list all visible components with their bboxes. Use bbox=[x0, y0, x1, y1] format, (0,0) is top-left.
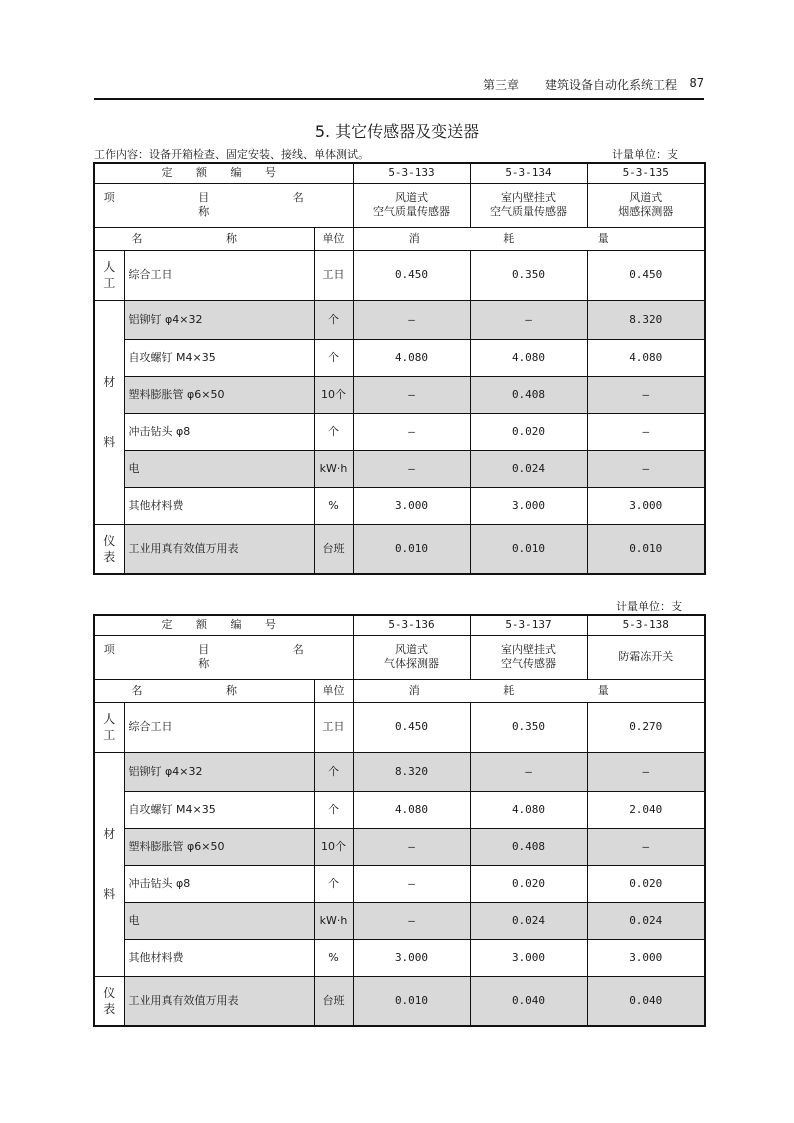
category-instrument: 仪 表 bbox=[94, 524, 124, 574]
item-name-line: 风道式 bbox=[395, 643, 428, 656]
resource-unit: kW·h bbox=[314, 902, 353, 939]
running-header bbox=[94, 70, 704, 98]
value-cell: — bbox=[470, 752, 587, 791]
resource-name: 其他材料费 bbox=[124, 487, 314, 524]
code-row bbox=[94, 163, 705, 183]
value-cell: 3.000 bbox=[353, 487, 470, 524]
value-cell: 0.450 bbox=[587, 250, 705, 300]
quota-table-2 bbox=[93, 614, 706, 1027]
value-cell: 3.000 bbox=[587, 939, 705, 976]
resource-name: 工业用真有效值万用表 bbox=[124, 524, 314, 574]
value-cell: 3.000 bbox=[470, 939, 587, 976]
value-cell: — bbox=[353, 300, 470, 339]
header-rule bbox=[94, 98, 704, 100]
item-name-row bbox=[94, 183, 705, 227]
value-cell: — bbox=[587, 828, 705, 865]
value-cell: 8.320 bbox=[587, 300, 705, 339]
code-cell: 5-3-136 bbox=[353, 615, 470, 635]
value-cell: 0.350 bbox=[470, 702, 587, 752]
material-row bbox=[94, 791, 705, 828]
value-cell: 0.450 bbox=[353, 702, 470, 752]
resource-unit: 台班 bbox=[314, 524, 353, 574]
resource-unit: % bbox=[314, 487, 353, 524]
value-cell: 4.080 bbox=[353, 791, 470, 828]
material-row bbox=[94, 828, 705, 865]
resource-name: 综合工日 bbox=[124, 702, 314, 752]
material-row bbox=[94, 865, 705, 902]
resource-name: 综合工日 bbox=[124, 250, 314, 300]
value-cell: — bbox=[353, 902, 470, 939]
labor-row bbox=[94, 250, 705, 300]
work-content: 工作内容：设备开箱检查、固定安装、接线、单体测试。 bbox=[94, 148, 369, 161]
page-number: 87 bbox=[689, 76, 704, 90]
item-name-cell bbox=[353, 183, 470, 227]
value-cell: 2.040 bbox=[587, 791, 705, 828]
resource-name: 铝铆钉 φ4×32 bbox=[124, 752, 314, 791]
value-cell: 0.024 bbox=[587, 902, 705, 939]
measure-unit-1: 计量单位：支 bbox=[612, 148, 678, 161]
value-cell: 0.408 bbox=[470, 828, 587, 865]
item-name-line: 风道式 bbox=[395, 191, 428, 204]
resource-unit: 10个 bbox=[314, 376, 353, 413]
item-name-line: 空气质量传感器 bbox=[490, 205, 567, 218]
measure-unit-2: 计量单位：支 bbox=[616, 600, 682, 613]
col-consumption-header: 消 耗 量 bbox=[353, 679, 705, 702]
item-name-line: 气体探测器 bbox=[384, 657, 439, 670]
resource-unit: 工日 bbox=[314, 250, 353, 300]
item-name-row bbox=[94, 635, 705, 679]
item-label: 项 目 名 称 bbox=[94, 183, 353, 227]
code-cell: 5-3-138 bbox=[587, 615, 705, 635]
resource-name: 冲击钻头 φ8 bbox=[124, 865, 314, 902]
value-cell: 0.024 bbox=[470, 450, 587, 487]
column-header-row bbox=[94, 227, 705, 250]
item-name-line: 室内壁挂式 bbox=[501, 643, 556, 656]
value-cell: — bbox=[353, 828, 470, 865]
resource-unit: 个 bbox=[314, 752, 353, 791]
resource-name: 电 bbox=[124, 450, 314, 487]
col-name-header: 名 称 bbox=[94, 679, 314, 702]
value-cell: — bbox=[353, 413, 470, 450]
resource-unit: 工日 bbox=[314, 702, 353, 752]
item-name-cell bbox=[587, 183, 705, 227]
item-name-cell bbox=[353, 635, 470, 679]
column-header-row bbox=[94, 679, 705, 702]
material-row bbox=[94, 487, 705, 524]
section-title: 5. 其它传感器及变送器 bbox=[314, 122, 480, 141]
value-cell: — bbox=[587, 450, 705, 487]
value-cell: 0.450 bbox=[353, 250, 470, 300]
material-row bbox=[94, 939, 705, 976]
resource-unit: 个 bbox=[314, 865, 353, 902]
chapter-label: 第三章 bbox=[483, 78, 520, 92]
resource-unit: 个 bbox=[314, 339, 353, 376]
resource-name: 塑料膨胀管 φ6×50 bbox=[124, 376, 314, 413]
value-cell: — bbox=[353, 376, 470, 413]
resource-name: 工业用真有效值万用表 bbox=[124, 976, 314, 1026]
labor-row bbox=[94, 702, 705, 752]
item-name-line: 防霜冻开关 bbox=[618, 650, 674, 663]
value-cell: 0.010 bbox=[470, 524, 587, 574]
col-unit-header: 单位 bbox=[314, 227, 353, 250]
book-title: 建筑设备自动化系统工程 bbox=[545, 78, 678, 92]
item-name-line: 烟感探测器 bbox=[618, 205, 674, 218]
item-label: 项 目 名 称 bbox=[94, 635, 353, 679]
category-material: 材 料 bbox=[94, 752, 124, 976]
category-instrument: 仪 表 bbox=[94, 976, 124, 1026]
material-row bbox=[94, 300, 705, 339]
value-cell: 3.000 bbox=[587, 487, 705, 524]
value-cell: 4.080 bbox=[470, 339, 587, 376]
item-name-line: 室内壁挂式 bbox=[501, 191, 556, 204]
material-row bbox=[94, 413, 705, 450]
value-cell: 0.270 bbox=[587, 702, 705, 752]
code-cell: 5-3-134 bbox=[470, 163, 587, 183]
resource-unit: 个 bbox=[314, 413, 353, 450]
value-cell: 0.010 bbox=[353, 524, 470, 574]
col-name-header: 名 称 bbox=[94, 227, 314, 250]
quota-label: 定 额 编 号 bbox=[94, 615, 353, 635]
resource-unit: 台班 bbox=[314, 976, 353, 1026]
material-row bbox=[94, 376, 705, 413]
item-name-line: 空气传感器 bbox=[501, 657, 556, 670]
value-cell: 0.040 bbox=[470, 976, 587, 1026]
resource-name: 其他材料费 bbox=[124, 939, 314, 976]
resource-name: 冲击钻头 φ8 bbox=[124, 413, 314, 450]
code-cell: 5-3-135 bbox=[587, 163, 705, 183]
value-cell: 3.000 bbox=[470, 487, 587, 524]
value-cell: 4.080 bbox=[470, 791, 587, 828]
resource-unit: kW·h bbox=[314, 450, 353, 487]
value-cell: 0.010 bbox=[587, 524, 705, 574]
value-cell: 0.020 bbox=[470, 413, 587, 450]
instrument-row bbox=[94, 976, 705, 1026]
value-cell: — bbox=[353, 865, 470, 902]
resource-unit: 个 bbox=[314, 791, 353, 828]
item-name-cell bbox=[470, 183, 587, 227]
instrument-row bbox=[94, 524, 705, 574]
material-row bbox=[94, 339, 705, 376]
value-cell: 4.080 bbox=[587, 339, 705, 376]
resource-name: 电 bbox=[124, 902, 314, 939]
material-row bbox=[94, 450, 705, 487]
value-cell: 0.040 bbox=[587, 976, 705, 1026]
item-name-line: 风道式 bbox=[629, 191, 663, 204]
col-unit-header: 单位 bbox=[314, 679, 353, 702]
resource-unit: 个 bbox=[314, 300, 353, 339]
resource-unit: % bbox=[314, 939, 353, 976]
item-name-cell bbox=[587, 635, 705, 679]
item-name-line: 空气质量传感器 bbox=[373, 205, 450, 218]
material-row bbox=[94, 752, 705, 791]
value-cell: 3.000 bbox=[353, 939, 470, 976]
resource-name: 自攻螺钉 M4×35 bbox=[124, 339, 314, 376]
resource-name: 铝铆钉 φ4×32 bbox=[124, 300, 314, 339]
category-labor: 人 工 bbox=[94, 702, 124, 752]
category-material: 材 料 bbox=[94, 300, 124, 524]
category-labor: 人 工 bbox=[94, 250, 124, 300]
value-cell: — bbox=[470, 300, 587, 339]
value-cell: 0.020 bbox=[470, 865, 587, 902]
resource-unit: 10个 bbox=[314, 828, 353, 865]
value-cell: 0.020 bbox=[587, 865, 705, 902]
resource-name: 自攻螺钉 M4×35 bbox=[124, 791, 314, 828]
resource-name: 塑料膨胀管 φ6×50 bbox=[124, 828, 314, 865]
code-cell: 5-3-137 bbox=[470, 615, 587, 635]
value-cell: — bbox=[587, 413, 705, 450]
value-cell: 4.080 bbox=[353, 339, 470, 376]
value-cell: 0.350 bbox=[470, 250, 587, 300]
quota-table-1 bbox=[93, 162, 706, 575]
value-cell: — bbox=[587, 376, 705, 413]
material-row bbox=[94, 902, 705, 939]
value-cell: 0.024 bbox=[470, 902, 587, 939]
value-cell: — bbox=[587, 752, 705, 791]
col-consumption-header: 消 耗 量 bbox=[353, 227, 705, 250]
code-row bbox=[94, 615, 705, 635]
value-cell: 8.320 bbox=[353, 752, 470, 791]
value-cell: — bbox=[353, 450, 470, 487]
code-cell: 5-3-133 bbox=[353, 163, 470, 183]
value-cell: 0.408 bbox=[470, 376, 587, 413]
item-name-cell bbox=[470, 635, 587, 679]
quota-label: 定 额 编 号 bbox=[94, 163, 353, 183]
value-cell: 0.010 bbox=[353, 976, 470, 1026]
